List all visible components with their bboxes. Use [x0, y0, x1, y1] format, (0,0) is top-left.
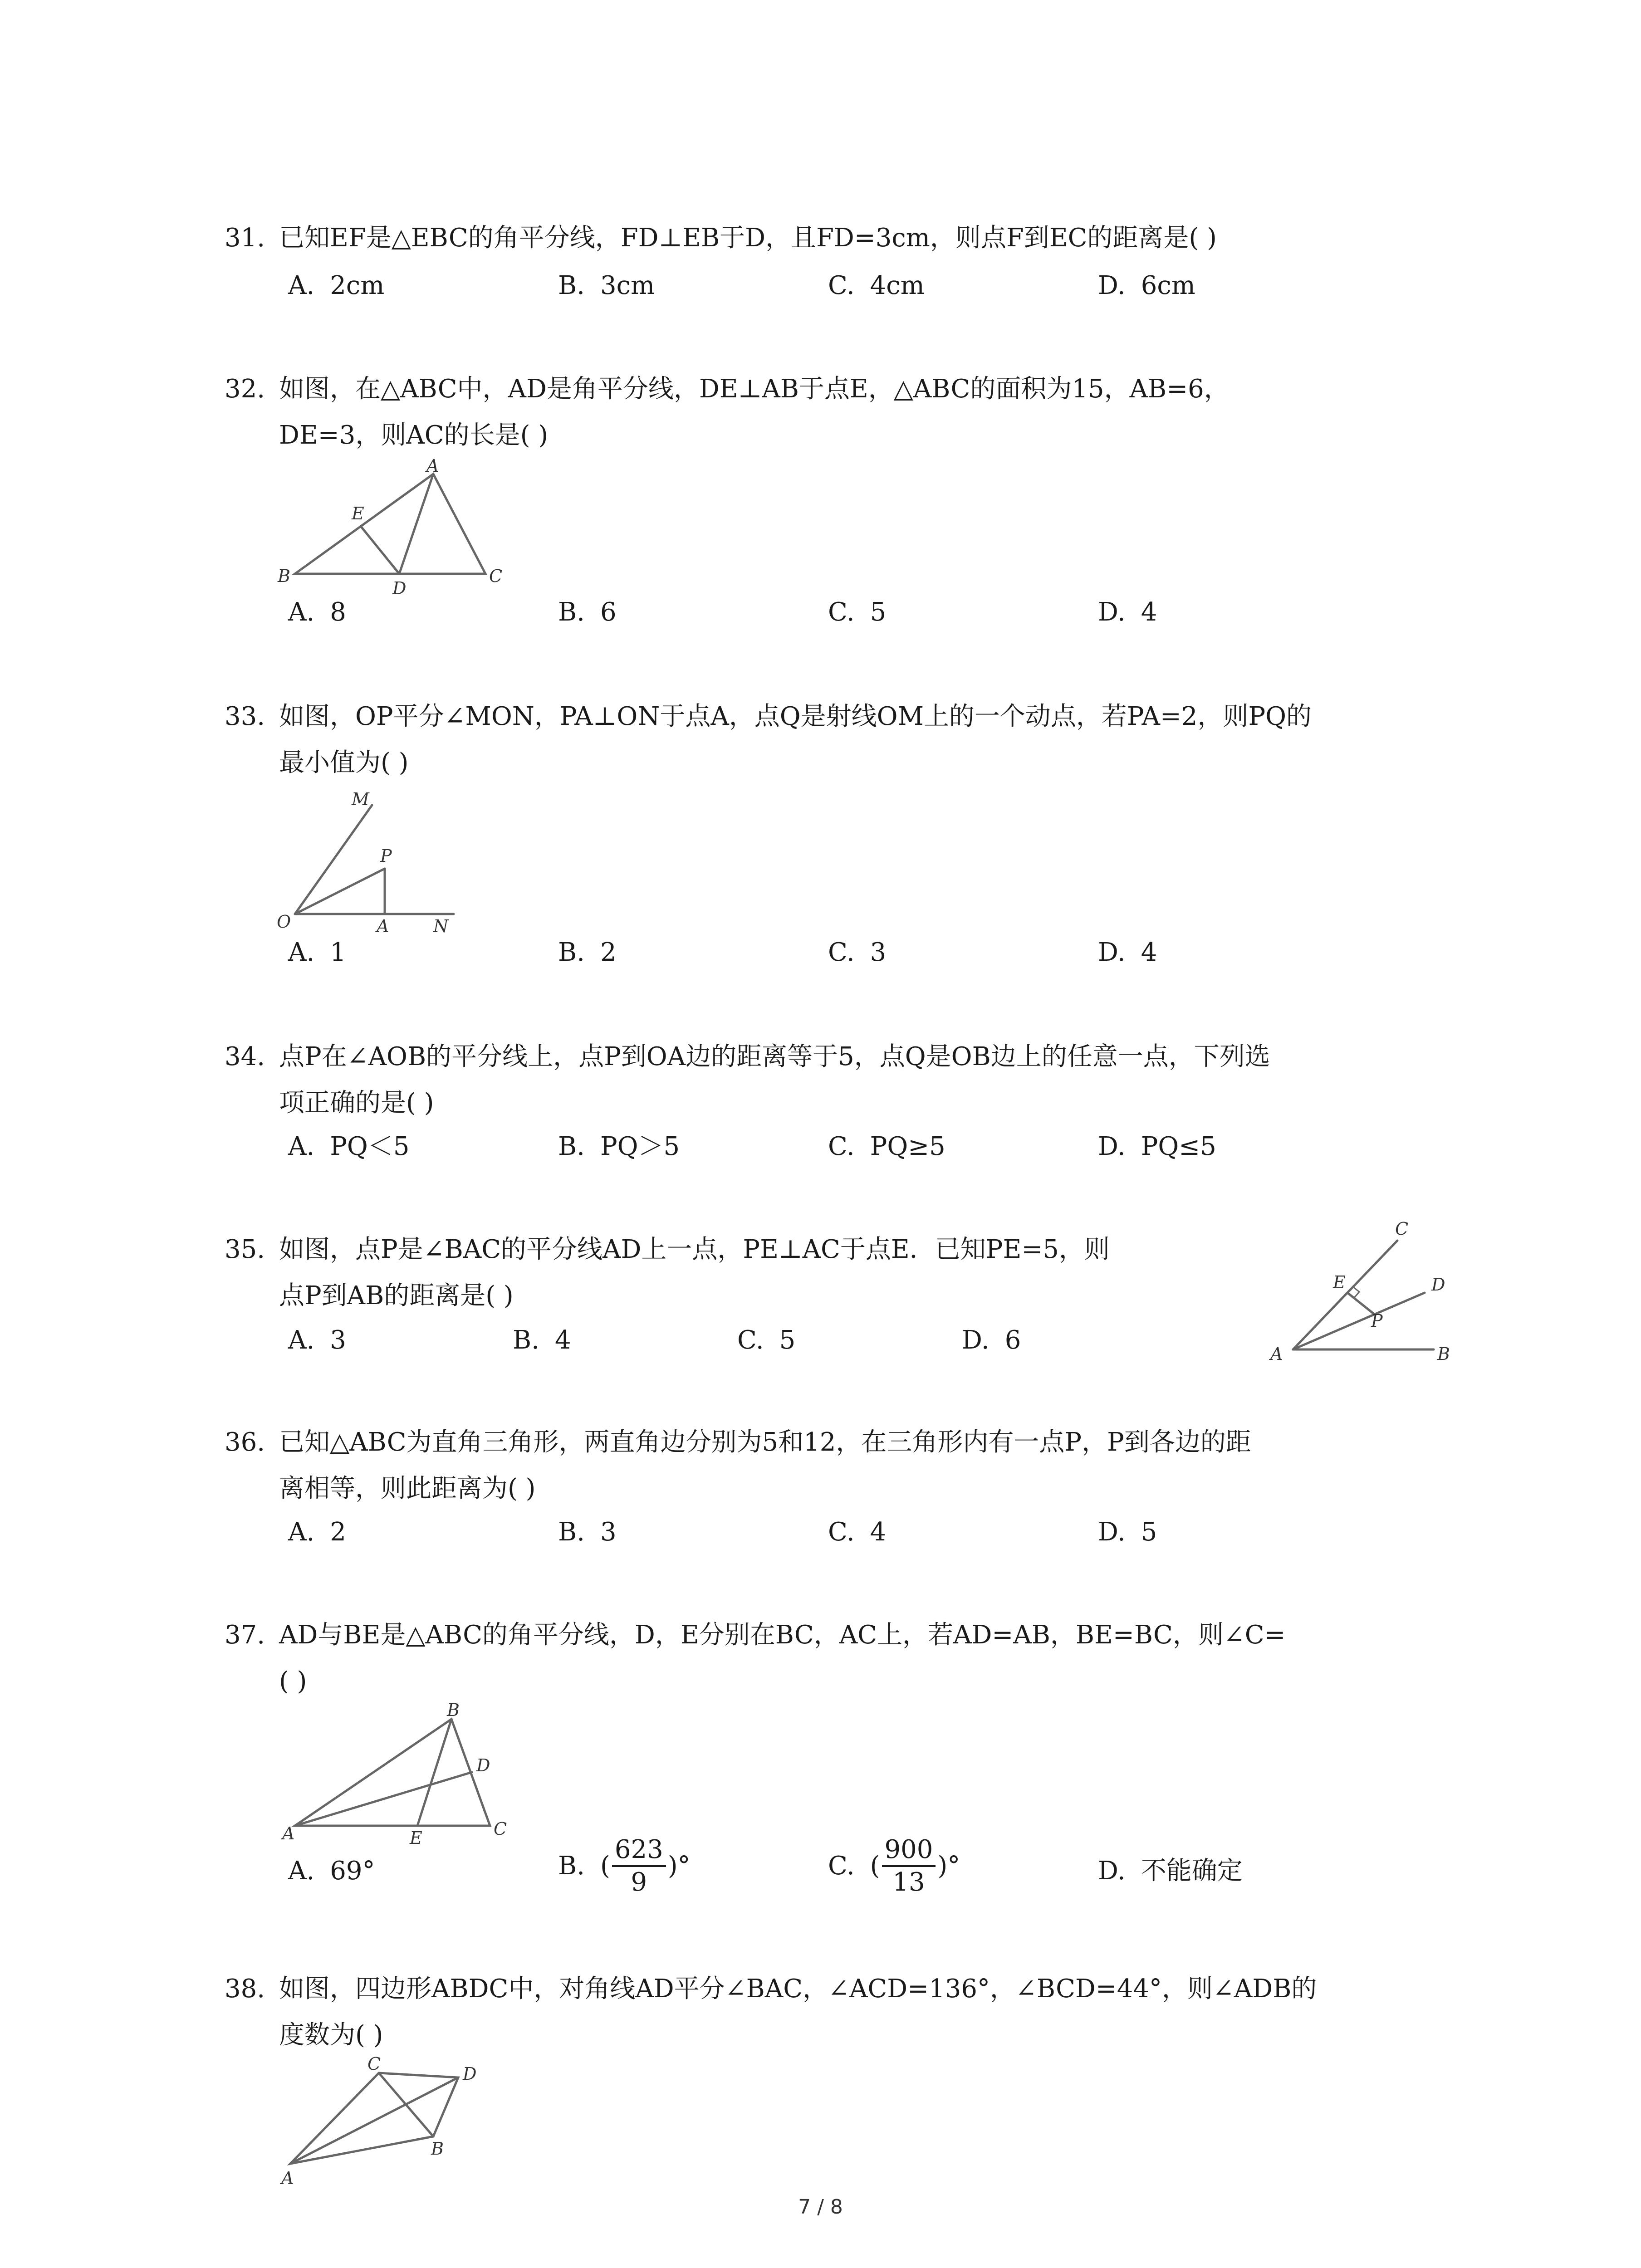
option-letter: B. [558, 1132, 585, 1161]
q31-option-a[interactable] [288, 268, 384, 304]
q37-option-a[interactable] [288, 1853, 375, 1889]
q34-option-d[interactable] [1098, 1129, 1216, 1165]
label-b: B [278, 566, 290, 586]
q35-option-a[interactable] [288, 1322, 346, 1359]
option-text: 6 [600, 597, 617, 627]
paren-open: ( [600, 1851, 610, 1881]
ray-ac [1293, 1241, 1397, 1349]
question-32-number: 32. [225, 374, 265, 404]
label-o: O [277, 912, 291, 932]
label-d: D [463, 2064, 477, 2084]
option-letter: C. [828, 1851, 855, 1881]
q36-option-d[interactable] [1098, 1514, 1157, 1550]
option-letter: B. [558, 938, 585, 967]
option-text: 3cm [600, 271, 655, 300]
q37-option-c[interactable] [828, 1837, 960, 1895]
option-letter: D. [1098, 1517, 1126, 1547]
ray-om [295, 805, 372, 914]
option-text: 69° [330, 1856, 375, 1886]
option-text: 4 [1141, 597, 1157, 627]
question-38-number: 38. [225, 1974, 265, 2004]
fraction [612, 1837, 666, 1895]
q36-option-c[interactable] [828, 1514, 886, 1550]
option-text: 4 [1141, 938, 1157, 967]
label-m: M [352, 789, 369, 809]
option-letter: D. [1098, 271, 1126, 300]
question-36-text-line2: 离相等，则此距离为( ) [279, 1474, 536, 1503]
q36-option-b[interactable] [558, 1514, 617, 1550]
paren-close-degree: )° [937, 1851, 960, 1881]
option-letter: A. [288, 597, 315, 627]
segment-de [361, 526, 399, 574]
option-letter: A. [288, 1325, 315, 1355]
question-37-text-line2: ( ) [279, 1667, 307, 1696]
q36-option-a[interactable] [288, 1514, 346, 1550]
option-letter: D. [962, 1325, 989, 1355]
segment-be [417, 1719, 451, 1826]
label-c: C [367, 2054, 381, 2074]
option-text: 2 [330, 1517, 346, 1547]
question-31-text: 已知EF是△EBC的角平分线，FD⊥EB于D，且FD=3cm，则点F到EC的距离是( ) [279, 223, 1217, 253]
option-text: 4 [554, 1325, 571, 1355]
segment-ad [399, 474, 433, 574]
label-e: E [1333, 1272, 1346, 1292]
q33-option-c[interactable] [828, 934, 886, 971]
segment-pe [1347, 1293, 1375, 1315]
question-31-number: 31. [225, 223, 265, 253]
paren-close-degree: )° [667, 1851, 691, 1881]
option-letter: C. [828, 597, 855, 627]
label-a: A [281, 2168, 294, 2188]
question-38-text-line1: 如图，四边形ABDC中，对角线AD平分∠BAC，∠ACD=136°，∠BCD=44°，则∠ADB的 [279, 1974, 1317, 2004]
option-letter: A. [288, 1517, 315, 1547]
question-33-text-line2: 最小值为( ) [279, 748, 409, 777]
option-text: 3 [330, 1325, 346, 1355]
option-letter: B. [558, 1517, 585, 1547]
question-37-number: 37. [225, 1620, 265, 1650]
option-letter: C. [828, 1517, 855, 1547]
q31-option-c[interactable] [828, 268, 925, 304]
option-text: 1 [330, 938, 346, 967]
fraction [882, 1837, 936, 1895]
q35-angle-figure [1252, 1216, 1470, 1365]
label-p: P [1371, 1311, 1383, 1331]
option-letter: B. [558, 1851, 585, 1881]
segment-op [295, 869, 385, 914]
triangle-abc [295, 474, 485, 574]
numerator: 623 [612, 1837, 666, 1867]
question-37-text-line1: AD与BE是△ABC的角平分线，D，E分别在BC，AC上，若AD=AB，BE=BC，则∠C= [279, 1620, 1286, 1650]
option-letter: C. [828, 271, 855, 300]
option-letter: C. [828, 1132, 855, 1161]
q33-option-b[interactable] [558, 934, 617, 971]
option-text: PQ＜5 [330, 1132, 410, 1161]
option-letter: C. [828, 938, 855, 967]
option-letter: B. [558, 597, 585, 627]
option-letter: D. [1098, 1856, 1126, 1886]
label-b: B [431, 2139, 444, 2159]
label-a: A [282, 1823, 295, 1843]
question-34-number: 34. [225, 1042, 265, 1071]
q32-option-c[interactable] [828, 594, 886, 631]
paren-open: ( [870, 1851, 880, 1881]
q32-triangle-figure [272, 454, 526, 599]
triangle-abc [295, 1719, 490, 1826]
label-c: C [494, 1819, 507, 1839]
label-d: D [392, 578, 407, 598]
q37-option-d[interactable] [1098, 1853, 1243, 1889]
q33-angle-figure [272, 780, 472, 934]
option-letter: A. [288, 1132, 315, 1161]
option-text: PQ≤5 [1141, 1132, 1216, 1161]
diagonal-bc [379, 2073, 433, 2136]
option-text: 3 [600, 1517, 617, 1547]
label-e: E [352, 503, 364, 523]
denominator: 13 [892, 1867, 925, 1897]
option-letter: C. [737, 1325, 764, 1355]
q34-option-b[interactable] [558, 1129, 680, 1165]
q32-option-d[interactable] [1098, 594, 1157, 631]
page-number: 7 / 8 [798, 2195, 843, 2219]
option-text: 不能确定 [1141, 1856, 1243, 1886]
q31-option-d[interactable] [1098, 268, 1195, 304]
numerator: 900 [882, 1837, 936, 1867]
question-38-text-line2: 度数为( ) [279, 2020, 383, 2050]
q32-option-b[interactable] [558, 594, 617, 631]
option-letter: A. [288, 1856, 315, 1886]
option-text: 2 [600, 938, 617, 967]
label-p: P [380, 846, 392, 866]
label-a: A [1270, 1344, 1283, 1364]
option-letter: B. [558, 271, 585, 300]
option-text: 3 [870, 938, 887, 967]
question-35-text-line2: 点P到AB的距离是( ) [279, 1281, 514, 1310]
label-e: E [410, 1828, 422, 1848]
question-35-text-line1: 如图，点P是∠BAC的平分线AD上一点，PE⊥AC于点E．已知PE=5，则 [279, 1235, 1110, 1264]
option-text: 6cm [1141, 271, 1195, 300]
option-letter: A. [288, 938, 315, 967]
question-33-number: 33. [225, 702, 265, 731]
q31-option-b[interactable] [558, 268, 655, 304]
option-text: PQ＞5 [600, 1132, 680, 1161]
option-text: 5 [779, 1325, 796, 1355]
q35-option-c[interactable] [737, 1322, 795, 1359]
question-35-number: 35. [225, 1235, 265, 1264]
q32-option-a[interactable] [288, 594, 346, 631]
question-32-text-line2: DE=3，则AC的长是( ) [279, 420, 549, 450]
option-text: 5 [1141, 1517, 1157, 1547]
question-34-text-line1: 点P在∠AOB的平分线上，点P到OA边的距离等于5，点Q是OB边上的任意一点，下列选 [279, 1042, 1270, 1071]
question-36-number: 36. [225, 1427, 265, 1457]
option-letter: B. [513, 1325, 539, 1355]
label-a: A [377, 916, 389, 934]
question-36-text-line1: 已知△ABC为直角三角形，两直角边分别为5和12，在三角形内有一点P，P到各边的距 [279, 1427, 1251, 1457]
label-b: B [1437, 1344, 1450, 1364]
label-b: B [447, 1700, 460, 1720]
label-d: D [476, 1755, 490, 1775]
label-d: D [1431, 1275, 1445, 1295]
q34-option-c[interactable] [828, 1129, 945, 1165]
denominator: 9 [631, 1867, 647, 1897]
label-n: N [433, 916, 449, 934]
option-text: 4 [870, 1517, 887, 1547]
option-text: PQ≥5 [870, 1132, 945, 1161]
q34-option-a[interactable] [288, 1129, 409, 1165]
option-text: 8 [330, 597, 346, 627]
option-text: 5 [870, 597, 887, 627]
q38-quadrilateral-figure [272, 2053, 508, 2189]
label-c: C [1395, 1219, 1409, 1239]
q35-option-d[interactable] [962, 1322, 1021, 1359]
question-32-text-line1: 如图，在△ABC中，AD是角平分线，DE⊥AB于点E，△ABC的面积为15，AB=6， [279, 374, 1230, 404]
q35-option-b[interactable] [513, 1322, 571, 1359]
q33-option-a[interactable] [288, 934, 346, 971]
option-text: 6 [1004, 1325, 1021, 1355]
segment-ad [295, 1772, 472, 1826]
option-letter: A. [288, 271, 315, 300]
q37-option-b[interactable] [558, 1837, 691, 1895]
question-33-text-line1: 如图，OP平分∠MON，PA⊥ON于点A，点Q是射线OM上的一个动点，若PA=2，则PQ的 [279, 702, 1312, 731]
option-letter: D. [1098, 1132, 1126, 1161]
option-text: 2cm [330, 271, 385, 300]
label-c: C [489, 566, 503, 586]
option-letter: D. [1098, 938, 1126, 967]
option-text: 4cm [870, 271, 925, 300]
q37-triangle-figure [272, 1699, 526, 1848]
label-a: A [426, 456, 439, 476]
question-34-text-line2: 项正确的是( ) [279, 1088, 434, 1118]
option-letter: D. [1098, 597, 1126, 627]
q33-option-d[interactable] [1098, 934, 1157, 971]
